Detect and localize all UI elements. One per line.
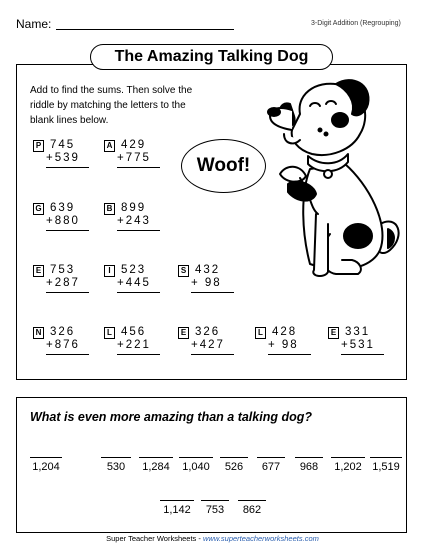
answer-blank[interactable] <box>329 443 367 473</box>
problem-top: 745 <box>50 139 76 151</box>
problem-rule <box>191 354 234 355</box>
problem-bottom: +445 <box>117 277 151 289</box>
answer-line[interactable] <box>370 443 402 458</box>
problem-top: 753 <box>50 264 76 276</box>
problem-bottom: + 98 <box>268 339 299 351</box>
problem-letter: N <box>33 327 44 339</box>
problem-rule <box>268 354 311 355</box>
answer-line[interactable] <box>238 486 266 501</box>
problem-5 <box>33 264 95 296</box>
answer-sum: 1,284 <box>142 461 170 473</box>
problem-bottom: +531 <box>341 339 375 351</box>
name-line[interactable] <box>56 29 234 30</box>
problem-1 <box>33 139 95 171</box>
footer <box>0 534 425 543</box>
problem-top: 899 <box>121 202 147 214</box>
answer-line[interactable] <box>179 443 213 458</box>
footer-url[interactable]: www.superteacherworksheets.com <box>202 534 319 543</box>
answer-blank[interactable] <box>255 443 287 473</box>
problem-letter: B <box>104 203 115 215</box>
answer-blank[interactable] <box>158 486 196 516</box>
answer-blank[interactable] <box>177 443 215 473</box>
answer-line[interactable] <box>139 443 173 458</box>
problem-top: 432 <box>195 264 221 276</box>
answer-blank[interactable] <box>28 443 64 473</box>
problem-letter: S <box>178 265 189 277</box>
instructions: Add to find the sums. Then solve the riddle by matching the letters to the blank lines below. <box>30 85 193 126</box>
answer-sum: 753 <box>205 504 225 516</box>
problem-bottom: +775 <box>117 152 151 164</box>
answer-line[interactable] <box>201 486 229 501</box>
problem-bottom: +880 <box>46 215 80 227</box>
problem-rule <box>117 292 160 293</box>
answer-blank[interactable] <box>218 443 250 473</box>
problem-bottom: +427 <box>191 339 225 351</box>
problem-letter: L <box>255 327 266 339</box>
answer-sum: 1,204 <box>32 461 60 473</box>
answer-blank[interactable] <box>99 443 133 473</box>
answer-sum: 526 <box>224 461 244 473</box>
answer-sum: 862 <box>242 504 262 516</box>
problem-rule <box>46 354 89 355</box>
riddle-question: What is even more amazing than a talking dog? <box>30 410 312 424</box>
problem-rule <box>191 292 234 293</box>
speech-bubble: Woof! <box>181 139 266 193</box>
answer-sum: 677 <box>261 461 281 473</box>
answer-blank[interactable] <box>236 486 268 516</box>
problem-bottom: +243 <box>117 215 151 227</box>
problem-top: 456 <box>121 326 147 338</box>
answer-line[interactable] <box>257 443 285 458</box>
problem-10 <box>178 326 240 358</box>
problem-rule <box>46 292 89 293</box>
dog-illustration <box>240 74 410 289</box>
problem-rule <box>46 230 89 231</box>
answer-sum: 1,142 <box>163 504 191 516</box>
problem-rule <box>117 167 160 168</box>
problem-top: 639 <box>50 202 76 214</box>
problem-9 <box>104 326 166 358</box>
problem-top: 429 <box>121 139 147 151</box>
problem-top: 428 <box>272 326 298 338</box>
problem-letter: P <box>33 140 44 152</box>
problem-7 <box>178 264 240 296</box>
answer-line[interactable] <box>331 443 365 458</box>
problem-bottom: + 98 <box>191 277 222 289</box>
problem-top: 326 <box>50 326 76 338</box>
problem-11 <box>255 326 317 358</box>
problem-rule <box>117 230 160 231</box>
problem-rule <box>341 354 384 355</box>
problem-bottom: +539 <box>46 152 80 164</box>
problem-letter: E <box>33 265 44 277</box>
answer-blank[interactable] <box>137 443 175 473</box>
problem-rule <box>46 167 89 168</box>
problem-letter: A <box>104 140 115 152</box>
name-label: Name: <box>16 17 52 31</box>
answer-sum: 1,519 <box>372 461 400 473</box>
answer-blank[interactable] <box>368 443 404 473</box>
problem-letter: E <box>328 327 339 339</box>
problem-letter: L <box>104 327 115 339</box>
answer-blank[interactable] <box>293 443 325 473</box>
problem-bottom: +287 <box>46 277 80 289</box>
problem-8 <box>33 326 95 358</box>
problem-12 <box>328 326 390 358</box>
answer-sum: 968 <box>299 461 319 473</box>
problem-letter: E <box>178 327 189 339</box>
footer-text: Super Teacher Worksheets - <box>106 534 203 543</box>
answer-line[interactable] <box>101 443 131 458</box>
answer-blank[interactable] <box>199 486 231 516</box>
problem-top: 326 <box>195 326 221 338</box>
problem-letter: G <box>33 203 44 215</box>
answer-line[interactable] <box>160 486 194 501</box>
problem-3 <box>33 202 95 234</box>
problem-bottom: +876 <box>46 339 80 351</box>
problem-6 <box>104 264 166 296</box>
page-title: The Amazing Talking Dog <box>90 44 333 70</box>
answer-sum: 530 <box>106 461 126 473</box>
problem-letter: I <box>104 265 115 277</box>
problem-4 <box>104 202 166 234</box>
problem-top: 523 <box>121 264 147 276</box>
problem-2 <box>104 139 166 171</box>
answer-line[interactable] <box>30 443 62 458</box>
problem-top: 331 <box>345 326 371 338</box>
answer-line[interactable] <box>295 443 323 458</box>
problem-bottom: +221 <box>117 339 151 351</box>
answer-line[interactable] <box>220 443 248 458</box>
problem-rule <box>117 354 160 355</box>
answer-sum: 1,202 <box>334 461 362 473</box>
subject-label: 3-Digit Addition (Regrouping) <box>311 20 401 27</box>
answer-sum: 1,040 <box>182 461 210 473</box>
